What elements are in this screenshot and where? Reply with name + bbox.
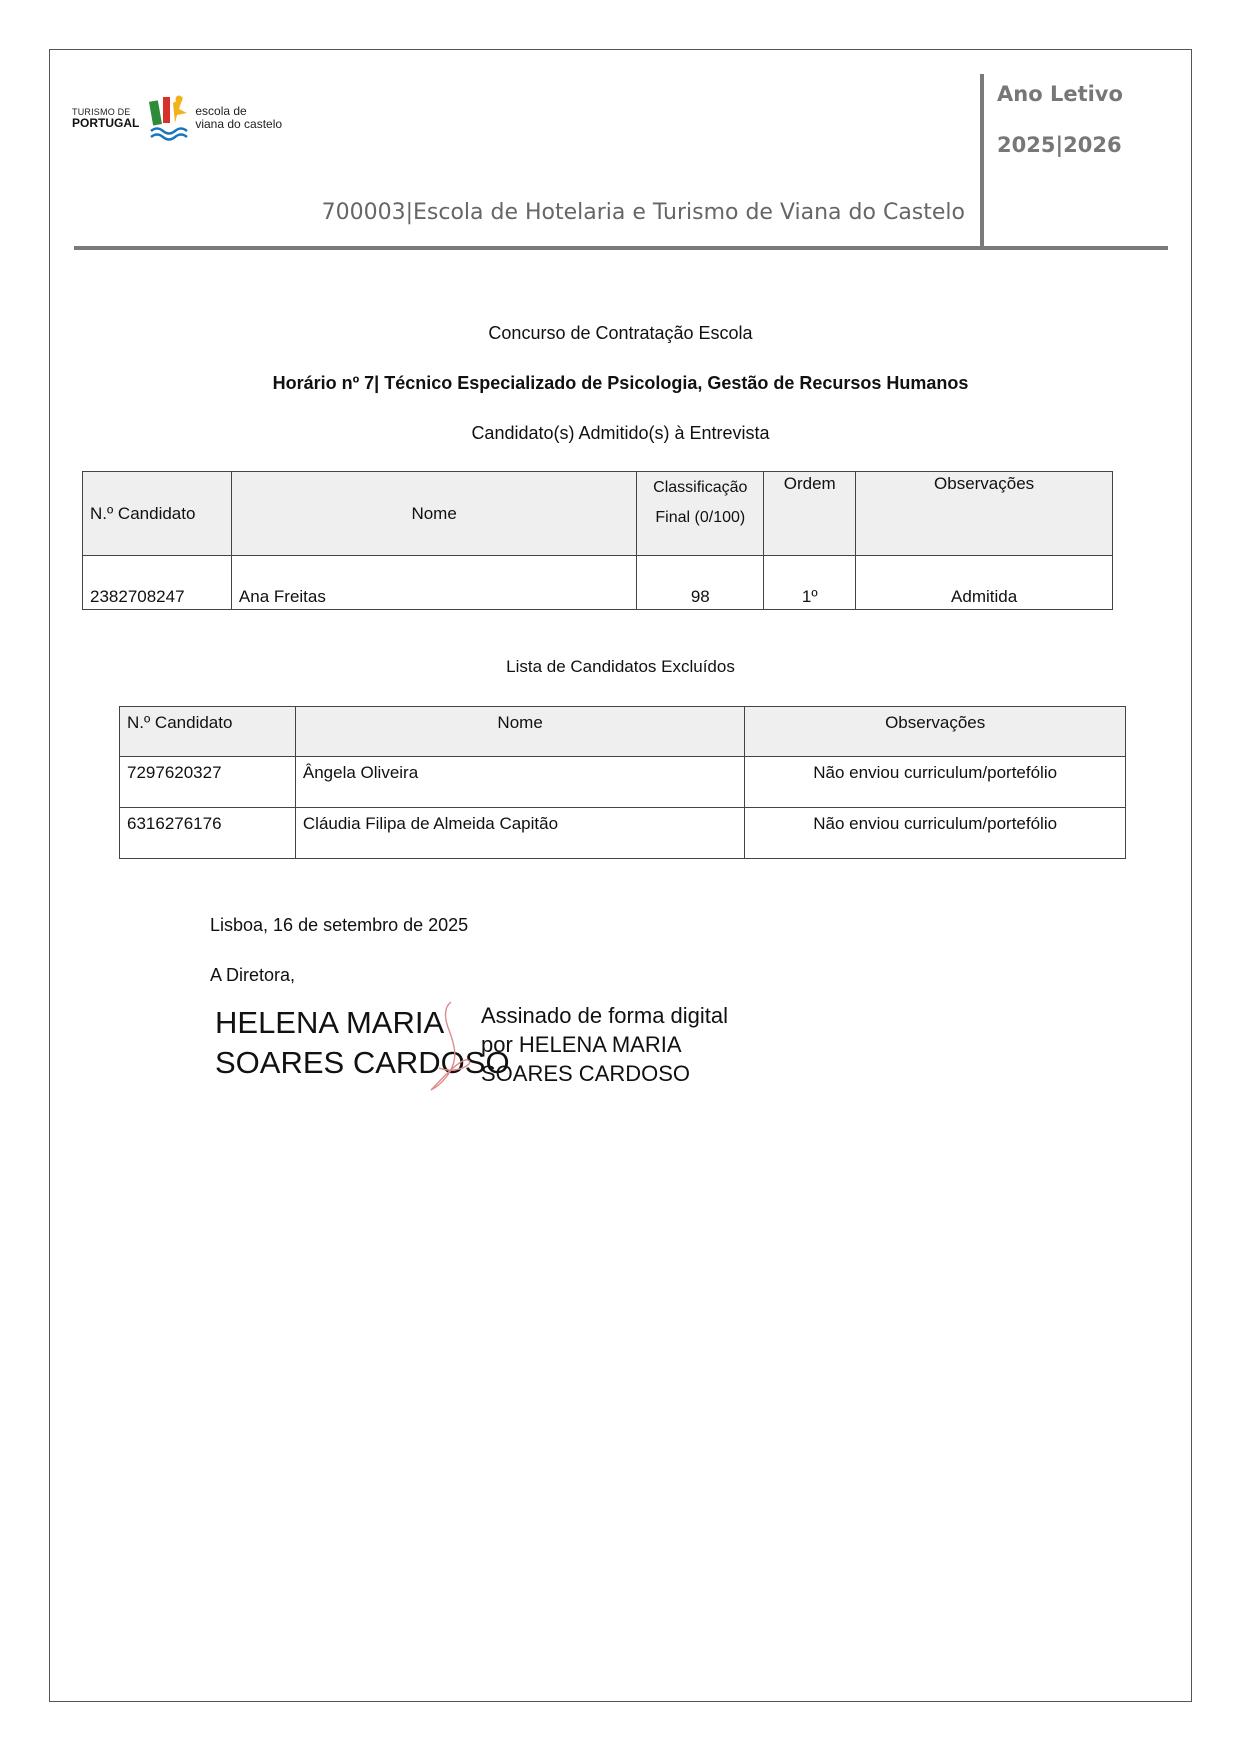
school-wordmark [195,105,282,131]
header-final-score-line2: Final (0/100) [655,509,746,526]
signature-text-line1: Assinado de forma digital [481,1003,729,1028]
cell-notes: Não enviou curriculum/portefólio [745,757,1126,808]
page-frame [49,49,1192,1702]
logo-school-line2: viana do castelo [195,117,283,131]
school-year-value: 2025|2026 [997,133,1122,157]
table-row [120,808,1126,859]
cell-candidate-number: 7297620327 [120,757,296,808]
header-vertical-divider [980,74,984,246]
cell-order: 1º [764,556,856,610]
signature-name-line1: HELENA MARIA [215,1005,445,1040]
excluded-heading: Lista de Candidatos Excluídos [506,657,735,676]
header-name: Nome [231,472,636,556]
header-candidate-number: N.º Candidato [120,707,296,757]
turismo-portugal-wordmark [72,108,139,129]
cell-name: Ana Freitas [231,556,636,610]
school-logo [72,78,292,158]
header-final-score [637,472,764,556]
turismo-portugal-emblem-icon [149,93,189,143]
digital-signature-text [481,1001,728,1088]
place-and-date: Lisboa, 16 de setembro de 2025 [210,915,469,935]
contest-title: Concurso de Contratação Escola [488,323,753,343]
header-notes: Observações [745,707,1126,757]
admitted-heading: Candidato(s) Admitido(s) à Entrevista [471,423,770,443]
cell-name: Cláudia Filipa de Almeida Capitão [295,808,744,859]
signature-text-line2: por HELENA MARIA [481,1032,682,1057]
logo-brand-big: PORTUGAL [72,115,140,130]
signatory-role: A Diretora, [210,965,296,985]
school-year-label: Ano Letivo [997,82,1123,106]
excluded-table [119,706,1126,859]
cell-name: Ângela Oliveira [295,757,744,808]
logo-school-line1: escola de [195,103,247,118]
header-notes: Observações [856,472,1113,556]
school-code: 700003|Escola de Hotelaria e Turismo de Viana do Castelo [321,200,965,225]
header-candidate-number: N.º Candidato [83,472,232,556]
table-row [83,556,1113,610]
schedule-title: Horário nº 7| Técnico Especializado de Psicologia, Gestão de Recursos Humanos [272,373,969,393]
cell-notes: Não enviou curriculum/portefólio [745,808,1126,859]
admitted-table-header [83,472,1113,556]
signature-name-line2: SOARES CARDOSO [215,1045,510,1080]
cell-final-score: 98 [637,556,764,610]
logo-brand-small: TURISMO DE [72,106,131,117]
header-order: Ordem [764,472,856,556]
signature-text-line3: SOARES CARDOSO [481,1061,691,1086]
table-row [120,757,1126,808]
cell-candidate-number: 2382708247 [83,556,232,610]
header-horizontal-divider [74,246,1168,250]
header-final-score-line1: Classificação [653,479,748,496]
header-name: Nome [295,707,744,757]
digital-signature-icon [425,998,475,1094]
cell-notes: Admitida [856,556,1113,610]
admitted-table [82,471,1113,610]
excluded-table-header [120,707,1126,757]
cell-candidate-number: 6316276176 [120,808,296,859]
